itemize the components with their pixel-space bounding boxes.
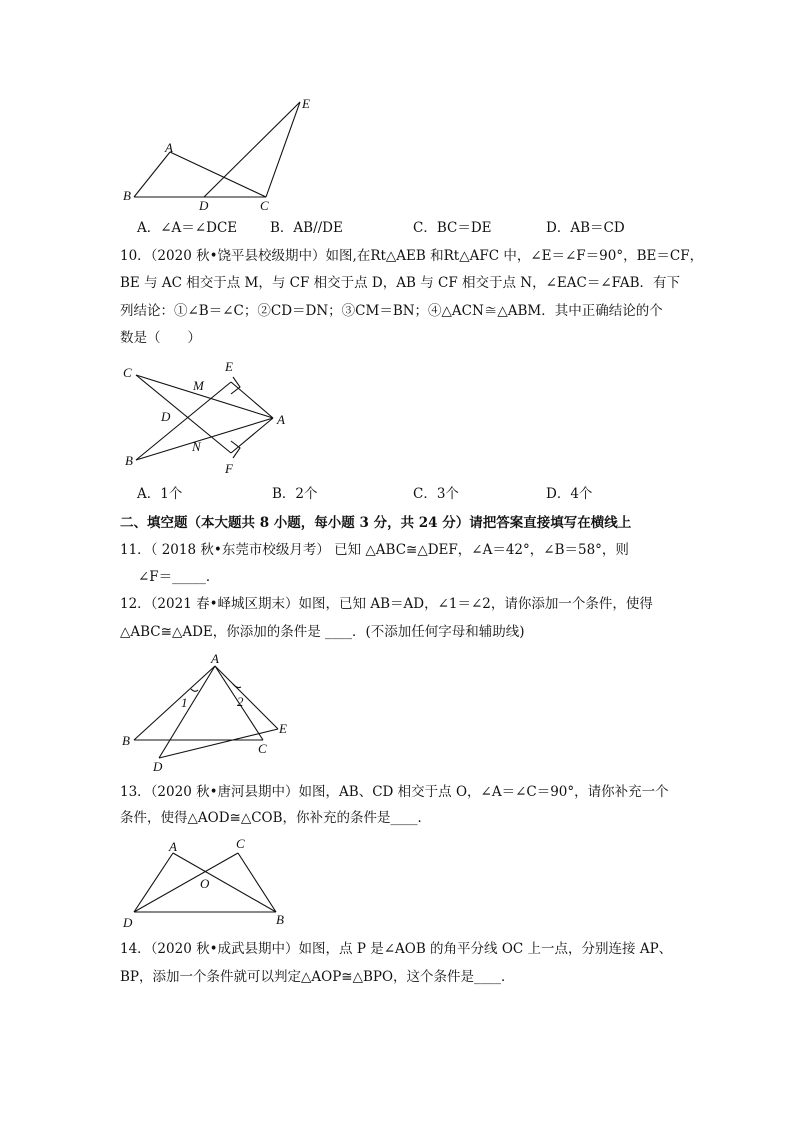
q10-label-D: D bbox=[161, 409, 171, 424]
q10-option-a: A．1个 bbox=[137, 486, 183, 502]
q9-figure bbox=[110, 90, 330, 215]
q10-option-b: B．2个 bbox=[272, 486, 318, 502]
q10-figure bbox=[115, 355, 315, 480]
q13-line-1: 13．（2020 秋•唐河县期中）如图，AB、CD 相交于点 O，∠A＝∠C＝90°，请你补充一个 bbox=[120, 784, 669, 800]
q12-line-2: △ABC≅△ADE，你添加的条件是 ____．(不添加任何字母和辅助线) bbox=[120, 624, 525, 640]
q10-line-2: BE 与 AC 相交于点 M，与 CF 相交于点 D，AB 与 CF 相交于点 N，∠EAC＝∠FAB．有下 bbox=[120, 275, 680, 291]
q10-label-A: A bbox=[277, 412, 285, 427]
q10-label-C: C bbox=[123, 365, 132, 380]
q9-label-E: E bbox=[302, 96, 310, 111]
q13-label-O: O bbox=[200, 876, 210, 891]
q9-option-a: A．∠A＝∠DCE bbox=[137, 220, 238, 236]
q10-option-c: C．3个 bbox=[413, 486, 459, 502]
q13-label-A: A bbox=[169, 839, 177, 854]
q12-line-1: 12．（2021 春•峄城区期末）如图，已知 AB＝AD，∠1＝∠2，请你添加一个条件，使得 bbox=[120, 596, 653, 612]
q9-label-A: A bbox=[165, 140, 173, 155]
q9-option-c: C．BC＝DE bbox=[413, 220, 492, 236]
q13-line-2: 条件，使得△AOD≅△COB，你补充的条件是____． bbox=[120, 810, 432, 826]
q13-figure bbox=[115, 834, 305, 934]
q13-label-C: C bbox=[236, 836, 245, 851]
q12-label-D: D bbox=[153, 759, 163, 774]
q9-option-b: B．AB//DE bbox=[270, 220, 343, 236]
q10-line-1: 10．（2020 秋•饶平县校级期中）如图,在Rt△AEB 和Rt△AFC 中，∠E＝∠F＝90°，BE＝CF， bbox=[120, 248, 704, 264]
q12-figure bbox=[115, 650, 305, 775]
q10-line-3: 列结论：①∠B＝∠C；②CD＝DN；③CM＝BN；④△ACN≅△ABM．其中正确结论的个 bbox=[120, 303, 663, 319]
q10-line-4: 数是（ ） bbox=[120, 330, 201, 346]
q12-label-C: C bbox=[258, 741, 267, 756]
q12-label-A: A bbox=[211, 651, 219, 666]
q10-label-N: N bbox=[192, 439, 201, 454]
q11-line-2: ∠F＝_____． bbox=[138, 569, 220, 585]
q10-label-M: M bbox=[193, 378, 204, 393]
q14-line-1: 14．（2020 秋•成武县期中）如图，点 P 是∠AOB 的角平分线 OC 上一点，分别连接 AP、 bbox=[120, 941, 673, 957]
q12-label-E: E bbox=[279, 721, 287, 736]
q9-option-d: D．AB＝CD bbox=[546, 220, 625, 236]
q12-label-2: 2 bbox=[237, 694, 244, 709]
q14-line-2: BP，添加一个条件就可以判定△AOP≅△BPO，这个条件是____． bbox=[120, 969, 515, 985]
q10-label-F: F bbox=[225, 461, 233, 476]
section-heading: 二、填空题（本大题共 8 小题，每小题 3 分，共 24 分）请把答案直接填写在横线上 bbox=[120, 515, 632, 531]
q9-label-B: B bbox=[123, 188, 131, 203]
q10-option-d: D．4个 bbox=[546, 486, 593, 502]
q9-label-D: D bbox=[199, 198, 209, 213]
q9-label-C: C bbox=[260, 198, 269, 213]
q11-line-1: 11．（ 2018 秋•东莞市校级月考） 已知 △ABC≅△DEF，∠A＝42°，∠B＝58°，则 bbox=[120, 542, 629, 558]
q10-label-B: B bbox=[125, 453, 133, 468]
q13-label-B: B bbox=[276, 912, 284, 927]
q13-label-D: D bbox=[123, 915, 133, 930]
q12-label-B: B bbox=[122, 733, 130, 748]
q10-label-E: E bbox=[225, 359, 233, 374]
q12-label-1: 1 bbox=[181, 695, 188, 710]
